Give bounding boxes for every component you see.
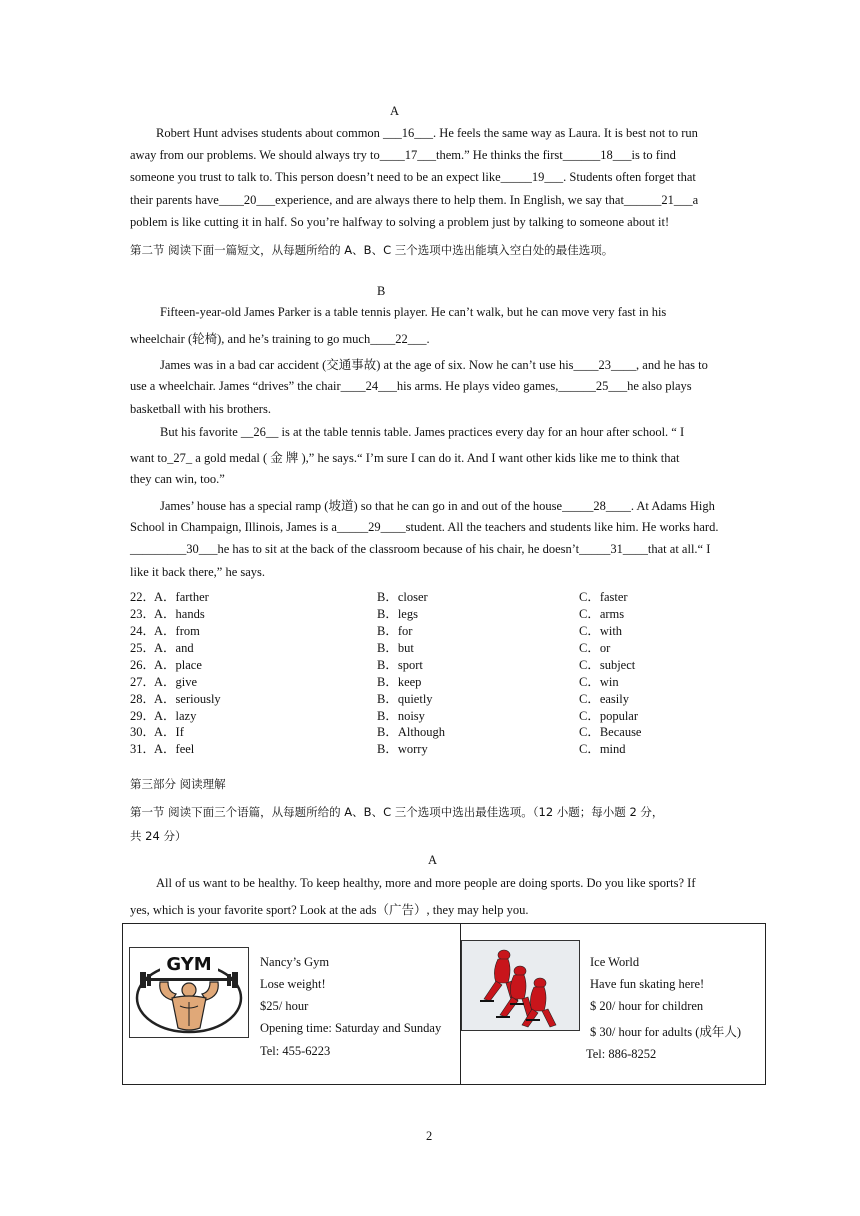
gym-slogan: Lose weight! — [260, 977, 326, 991]
question-number: 23． — [130, 607, 156, 621]
option-a[interactable]: A．If — [154, 725, 184, 739]
question-number: 30． — [130, 725, 156, 739]
option-row — [130, 672, 730, 689]
cloze-a-line-1: Robert Hunt advises students about common ___16___. He feels the same way as Laura. It is best not to run — [156, 126, 698, 140]
option-b[interactable]: B．for — [377, 624, 413, 638]
option-a[interactable]: A．place — [154, 658, 202, 672]
skaters-image — [461, 940, 580, 1031]
option-c[interactable]: C．arms — [579, 607, 625, 621]
ice-price-children: $ 20/ hour for children — [590, 999, 704, 1013]
gym-logo-image — [129, 947, 249, 1038]
passage-b-line-6: But his favorite __26__ is at the table tennis table. James practices every day for an hour after school. “ I — [160, 425, 685, 439]
question-number: 24． — [130, 624, 156, 638]
option-b[interactable]: B．closer — [377, 590, 428, 604]
option-a[interactable]: A．feel — [154, 742, 195, 756]
option-c[interactable]: C．faster — [579, 590, 628, 604]
gym-phone: Tel: 455-6223 — [260, 1044, 331, 1058]
passage-b-line-8: they can win, too.” — [130, 472, 225, 486]
option-c[interactable]: C．or — [579, 641, 611, 655]
passage-b-line-2: wheelchair (轮椅), and he’s training to go much____22___. — [130, 332, 430, 346]
ice-name: Ice World — [590, 955, 640, 969]
passage-b-line-10: School in Champaign, Illinois, James is a_____29____student. All the teachers and students like him. He works hard. — [130, 520, 719, 534]
option-row — [130, 722, 730, 739]
passage-b-line-3: James was in a bad car accident (交通事故) at the age of six. Now he can’t use his____23____, and he has to — [160, 358, 708, 372]
section-a-heading: A — [390, 104, 400, 118]
option-b[interactable]: B．noisy — [377, 709, 425, 723]
option-c[interactable]: C．with — [579, 624, 623, 638]
gym-logo-graphic — [130, 948, 248, 1037]
option-c[interactable]: C．win — [579, 675, 619, 689]
part3-intro-2: yes, which is your favorite sport? Look at the ads（广告）, they may help you. — [130, 903, 529, 917]
option-a[interactable]: A．farther — [154, 590, 209, 604]
option-b[interactable]: B．sport — [377, 658, 423, 672]
option-a[interactable]: A．hands — [154, 607, 205, 621]
option-row — [130, 689, 730, 706]
section2-instruction: 第二节 阅读下面一篇短文，从每题所给的 A、B、C 三个选项中选出能填入空白处的最佳选项。 — [130, 243, 614, 257]
option-a[interactable]: A．lazy — [154, 709, 197, 723]
option-c[interactable]: C．subject — [579, 658, 636, 672]
question-number: 25． — [130, 641, 156, 655]
gym-price: $25/ hour — [260, 999, 309, 1013]
option-b[interactable]: B．but — [377, 641, 414, 655]
cloze-a-line-4: their parents have____20___experience, and are always there to help them. In English, we say that______21___a — [130, 193, 699, 207]
question-number: 28． — [130, 692, 156, 706]
option-c[interactable]: C．Because — [579, 725, 642, 739]
option-a[interactable]: A．and — [154, 641, 194, 655]
option-c[interactable]: C．easily — [579, 692, 629, 706]
option-b[interactable]: B．keep — [377, 675, 422, 689]
passage-b-line-9: James’ house has a special ramp (坡道) so that he can go in and out of the house_____28____. At Adams High — [160, 499, 715, 513]
question-number: 22． — [130, 590, 156, 604]
part3-instruction-2: 共 24 分） — [130, 829, 187, 843]
option-c[interactable]: C．popular — [579, 709, 639, 723]
passage-b-line-4: use a wheelchair. James “drives” the chair____24___his arms. He plays video games,______25___he also plays — [130, 379, 692, 393]
option-row — [130, 621, 730, 638]
question-number: 31． — [130, 742, 156, 756]
passage-b-line-7: want to_27_ a gold medal ( 金 牌 ),” he says.“ I’m sure I can do it. And I want other kids like me to think that — [130, 451, 680, 465]
option-b[interactable]: B．Although — [377, 725, 446, 739]
question-number: 27． — [130, 675, 156, 689]
option-row — [130, 604, 730, 621]
option-a[interactable]: A．seriously — [154, 692, 221, 706]
passage-b-line-5: basketball with his brothers. — [130, 402, 271, 416]
option-b[interactable]: B．quietly — [377, 692, 433, 706]
cloze-a-line-3: someone you trust to talk to. This person doesn’t need to be an expect like_____19___. Students often forget that — [130, 170, 696, 184]
ads-table — [122, 923, 766, 1085]
part3-instruction-1: 第一节 阅读下面三个语篇，从每题所给的 A、B、C 三个选项中选出最佳选项。（12 小题；每小题 2 分， — [130, 805, 664, 819]
option-row — [130, 587, 730, 604]
option-a[interactable]: A．give — [154, 675, 198, 689]
passage-b-line-11: _________30___he has to sit at the back of the classroom because of his chair, he doesn’t_____31____that at all.“ I — [130, 542, 711, 556]
option-b[interactable]: B．legs — [377, 607, 418, 621]
option-row — [130, 706, 730, 723]
gym-name: Nancy’s Gym — [260, 955, 330, 969]
question-number: 29． — [130, 709, 156, 723]
part3-heading: A — [428, 853, 438, 867]
skaters-graphic — [462, 941, 579, 1030]
option-row — [130, 638, 730, 655]
page-number: 2 — [426, 1129, 433, 1143]
part3-intro-1: All of us want to be healthy. To keep healthy, more and more people are doing sports. Do you like sports? If — [156, 876, 696, 890]
passage-b-line-12: like it back there,” he says. — [130, 565, 266, 579]
question-number: 26． — [130, 658, 156, 672]
option-b[interactable]: B．worry — [377, 742, 428, 756]
cloze-a-line-2: away from our problems. We should always try to____17___them.” He thinks the first______18___is to find — [130, 148, 676, 162]
option-a[interactable]: A．from — [154, 624, 200, 638]
gym-opening-time: Opening time: Saturday and Sunday — [260, 1021, 442, 1035]
passage-b-line-1: Fifteen-year-old James Parker is a table tennis player. He can’t walk, but he can move very fast in his — [160, 305, 667, 319]
ice-slogan: Have fun skating here! — [590, 977, 705, 991]
ice-price-adults: $ 30/ hour for adults (成年人) — [590, 1025, 742, 1039]
ice-phone: Tel: 886-8252 — [586, 1047, 657, 1061]
section-b-heading: B — [377, 284, 386, 298]
option-c[interactable]: C．mind — [579, 742, 626, 756]
part3-title: 第三部分 阅读理解 — [130, 777, 226, 791]
gym-logo-text: GYM — [166, 954, 212, 975]
option-row — [130, 655, 730, 672]
cloze-a-line-5: poblem is like cutting it in half. So you’re halfway to solving a problem just by talking to someone about it! — [130, 215, 670, 229]
option-row — [130, 739, 730, 756]
